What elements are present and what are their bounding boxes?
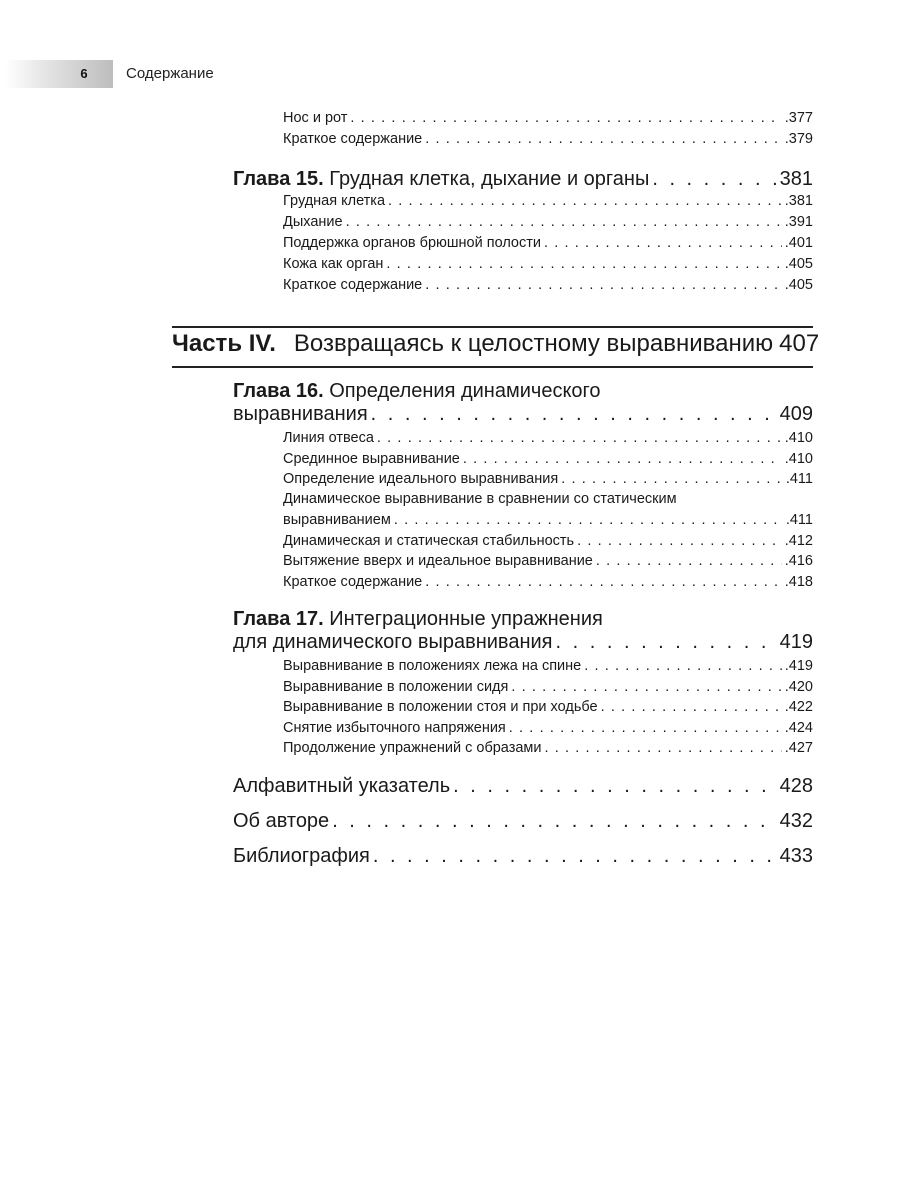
toc-entry-page: .416 <box>784 553 813 569</box>
part-title: Возвращаясь к целостному выравниванию <box>293 330 774 357</box>
header-gradient-bar <box>5 60 113 88</box>
toc-entry-title: выравниванием <box>283 512 391 528</box>
toc-back-matter-author[interactable] <box>233 810 813 836</box>
chapter-title: выравнивания <box>233 403 368 425</box>
toc-entry-page: 433 <box>779 845 813 867</box>
toc-entry[interactable] <box>283 533 813 553</box>
toc-entry-page: .377 <box>784 110 813 126</box>
toc-entry[interactable] <box>283 699 813 719</box>
chapter-page: 409 <box>779 403 813 425</box>
toc-entry-page: .401 <box>784 235 813 251</box>
part-page: 407 <box>779 330 820 357</box>
toc-entry-title: Снятие избыточного напряжения <box>283 720 506 736</box>
toc-entry[interactable] <box>283 512 813 532</box>
toc-entry-page: .424 <box>784 720 813 736</box>
chapter-title: Грудная клетка, дыхание и органы <box>329 168 650 190</box>
toc-entry-title-line1[interactable]: Динамическое выравнивание в сравнении со статическим <box>283 491 677 507</box>
part-label: Часть IV. <box>172 330 276 357</box>
toc-entry[interactable] <box>283 430 813 450</box>
chapter-page: 381 <box>779 168 813 190</box>
toc-entry[interactable] <box>283 553 813 573</box>
toc-chapter-17[interactable] <box>233 631 813 657</box>
chapter-title: Определения динамического <box>329 380 601 402</box>
toc-entry-title: Грудная клетка <box>283 193 386 209</box>
toc-entry[interactable] <box>283 131 813 151</box>
toc-entry-title: Об авторе <box>233 810 330 832</box>
toc-entry[interactable] <box>283 110 813 130</box>
toc-entry-title: Вытяжение вверх и идеальное выравнивание <box>283 553 593 569</box>
chapter-page: 419 <box>779 631 813 653</box>
page-number: 6 <box>80 66 88 81</box>
chapter-title: для динамического выравнивания <box>233 631 553 653</box>
chapter-title: Интеграционные упражнения <box>329 608 603 630</box>
toc-entry-title: Выравнивание в положениях лежа на спине <box>283 658 582 674</box>
toc-entry-page: .405 <box>784 256 813 272</box>
toc-entry[interactable] <box>283 574 813 594</box>
toc-entry[interactable] <box>283 451 813 471</box>
toc-entry[interactable] <box>283 679 813 699</box>
toc-entry-page: .412 <box>784 533 813 549</box>
toc-entry-page: .379 <box>784 131 813 147</box>
toc-entry-page: .411 <box>785 512 813 528</box>
chapter-label: Глава 17. <box>233 608 324 630</box>
toc-entry-page: .391 <box>784 214 813 230</box>
toc-entry[interactable] <box>283 256 813 276</box>
toc-entry-title: Краткое содержание <box>283 131 423 147</box>
toc-entry[interactable] <box>283 193 813 213</box>
toc-entry[interactable] <box>283 471 813 491</box>
toc-entry-title: Краткое содержание <box>283 277 423 293</box>
toc-chapter-15[interactable] <box>233 168 813 194</box>
toc-entry-title: Динамическая и статическая стабильность <box>283 533 575 549</box>
toc-entry-page: .381 <box>784 193 813 209</box>
toc-entry-title: Срединное выравнивание <box>283 451 460 467</box>
part-rule-top <box>172 326 813 328</box>
toc-entry-title: Выравнивание в положении сидя <box>283 679 509 695</box>
toc-entry-page: 428 <box>779 775 813 797</box>
toc-entry-title: Определение идеального выравнивания <box>283 471 559 487</box>
toc-entry-title: Библиография <box>233 845 370 867</box>
chapter-16-title-line1[interactable] <box>233 380 601 403</box>
toc-back-matter-bibliography[interactable] <box>233 845 813 871</box>
toc-entry-page: .420 <box>784 679 813 695</box>
running-head: Содержание <box>126 65 214 82</box>
chapter-label: Глава 16. <box>233 380 324 402</box>
toc-entry[interactable] <box>283 658 813 678</box>
toc-part-4[interactable] <box>172 330 820 362</box>
toc-entry[interactable] <box>283 277 813 297</box>
toc-back-matter-index[interactable] <box>233 775 813 801</box>
toc-entry-page: .410 <box>784 451 813 467</box>
toc-entry-page: .422 <box>784 699 813 715</box>
page-header <box>0 60 900 88</box>
toc-entry-page: .405 <box>784 277 813 293</box>
toc-entry-title: Продолжение упражнений с образами <box>283 740 542 756</box>
chapter-17-title-line1[interactable] <box>233 608 603 631</box>
toc-entry-title: Выравнивание в положении стоя и при ходьбе <box>283 699 598 715</box>
toc-entry-page: .427 <box>784 740 813 756</box>
toc-entry[interactable] <box>283 214 813 234</box>
toc-entry-page: 432 <box>779 810 813 832</box>
toc-entry-title: Краткое содержание <box>283 574 423 590</box>
part-rule-bottom <box>172 366 813 368</box>
toc-entry[interactable] <box>283 720 813 740</box>
toc-entry-page: .411 <box>785 471 813 487</box>
toc-entry-title: Кожа как орган <box>283 256 384 272</box>
chapter-label: Глава 15. <box>233 168 324 190</box>
toc-entry-title: Линия отвеса <box>283 430 374 446</box>
toc-entry[interactable] <box>283 235 813 255</box>
toc-entry-page: .410 <box>784 430 813 446</box>
toc-entry-page: .418 <box>784 574 813 590</box>
toc-entry-title: Поддержка органов брюшной полости <box>283 235 541 251</box>
toc-entry-page: .419 <box>784 658 813 674</box>
toc-entry-title: Дыхание <box>283 214 343 230</box>
toc-entry-title: Нос и рот <box>283 110 348 126</box>
toc-entry[interactable] <box>283 740 813 760</box>
toc-entry-title: Алфавитный указатель <box>233 775 451 797</box>
toc-chapter-16[interactable] <box>233 403 813 429</box>
